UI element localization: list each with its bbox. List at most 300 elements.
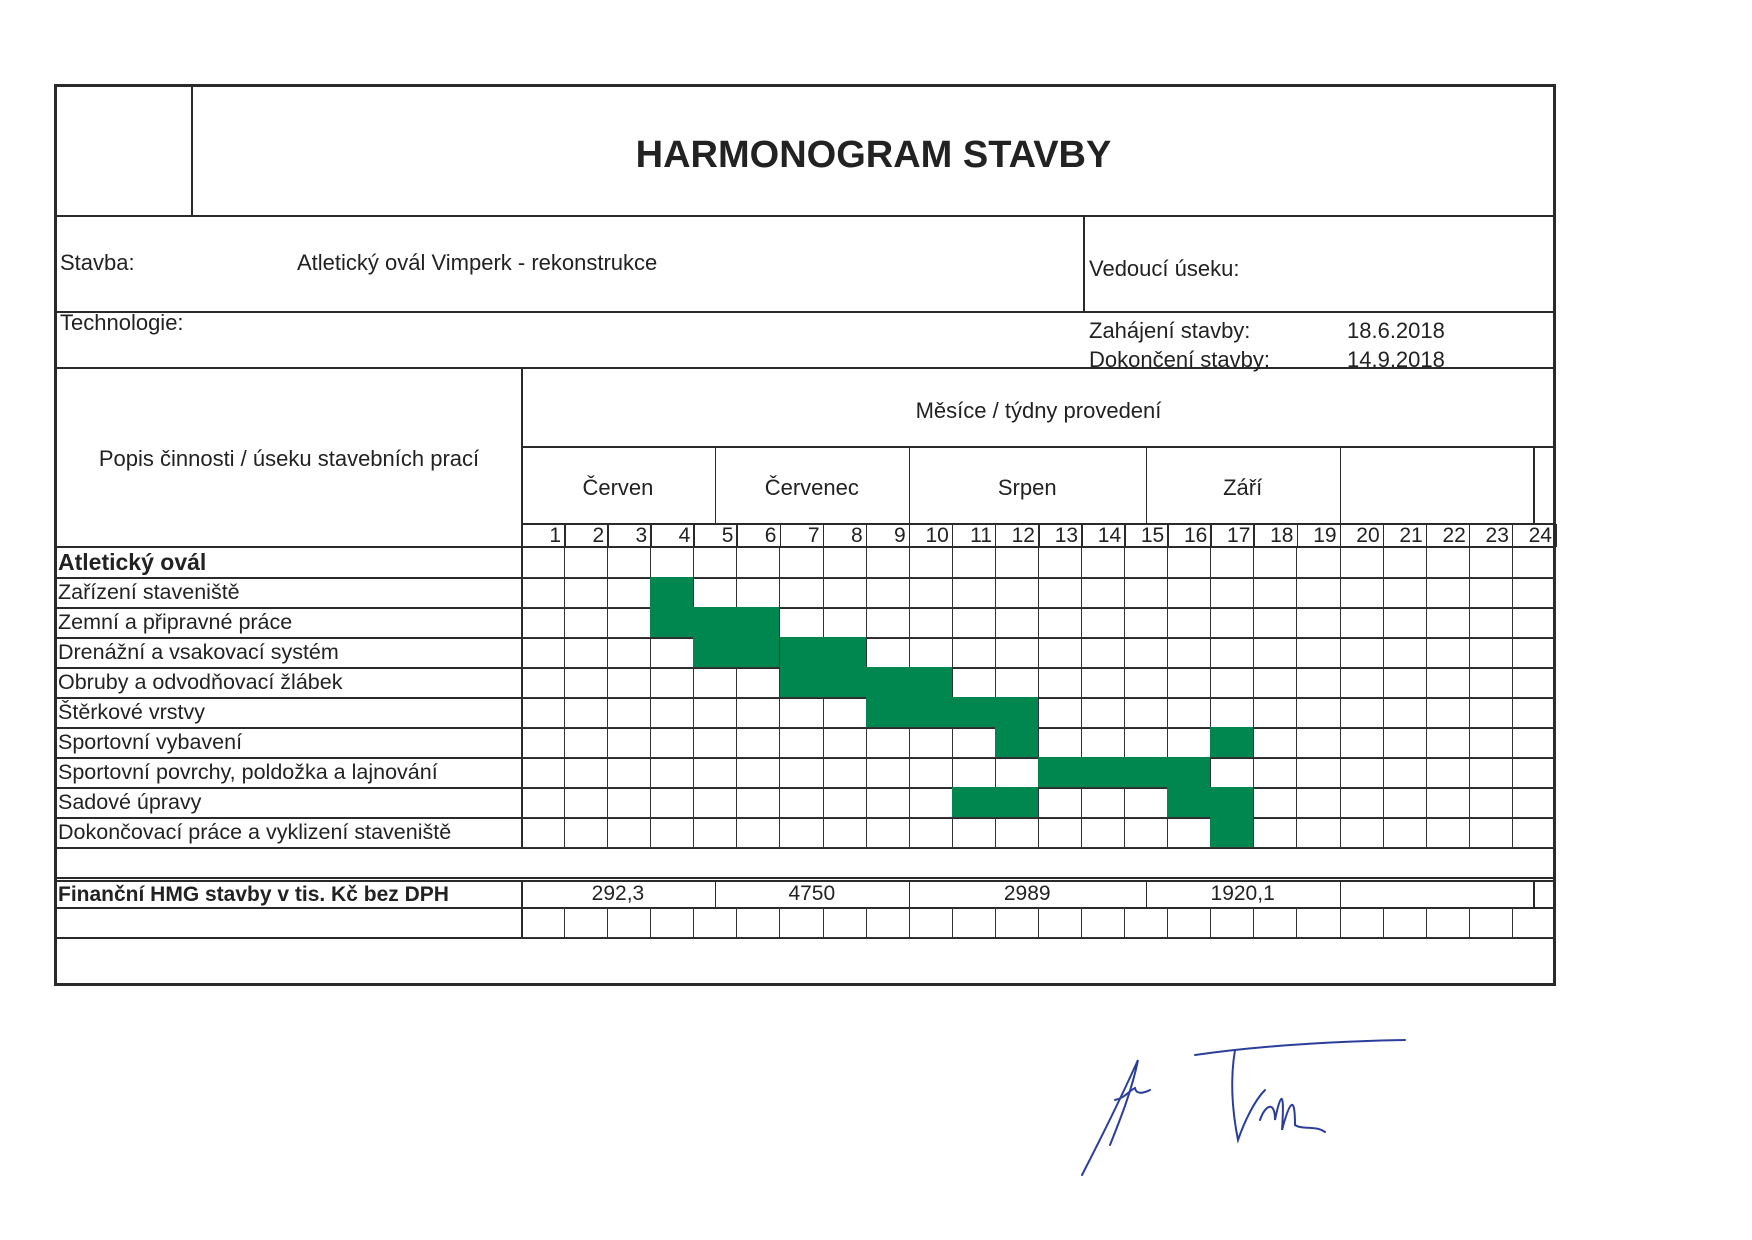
week-number: 3 (635, 524, 648, 547)
gantt-cell (607, 757, 651, 788)
gantt-cell (1038, 727, 1082, 758)
table-rule (54, 215, 1556, 217)
period-header: Měsíce / týdny provedení (915, 398, 1162, 423)
gantt-cell (1210, 547, 1254, 578)
week-number: 8 (850, 524, 863, 547)
gantt-bar-cell (1124, 757, 1168, 788)
finance-grid-cell (909, 907, 953, 938)
gantt-bar-cell (995, 697, 1039, 728)
month-label: Červen (582, 475, 654, 500)
gantt-cell (1167, 727, 1211, 758)
gantt-cell (1253, 637, 1297, 668)
gantt-cell (521, 607, 565, 638)
gantt-cell (952, 817, 996, 848)
gantt-cell (909, 757, 953, 788)
gantt-cell (1512, 757, 1556, 788)
gantt-cell (521, 817, 565, 848)
gantt-bar-cell (909, 697, 953, 728)
gantt-cell (1253, 787, 1297, 818)
gantt-cell (780, 757, 824, 788)
gantt-cell (1340, 817, 1384, 848)
gantt-cell (1383, 667, 1427, 698)
gantt-cell (736, 697, 780, 728)
gantt-cell (1512, 607, 1556, 638)
gantt-bar-cell (693, 607, 737, 638)
gantt-cell (1124, 577, 1168, 608)
gantt-cell (909, 727, 953, 758)
gantt-cell (564, 787, 608, 818)
finance-divider (1340, 880, 1342, 908)
gantt-cell (1253, 727, 1297, 758)
gantt-cell (1297, 637, 1341, 668)
gantt-cell (1038, 547, 1082, 578)
gantt-cell (1081, 607, 1125, 638)
gantt-cell (736, 547, 780, 578)
gantt-cell (693, 697, 737, 728)
finance-label: Finanční HMG stavby v tis. Kč bez DPH (58, 883, 449, 906)
gantt-cell (1512, 547, 1556, 578)
finance-value: 292,3 (591, 882, 645, 905)
gantt-cell (995, 757, 1039, 788)
gantt-cell (823, 697, 867, 728)
activity-label: Zařízení staveniště (58, 580, 240, 604)
finance-grid-cell (1340, 907, 1384, 938)
gantt-cell (564, 757, 608, 788)
gantt-cell (607, 547, 651, 578)
gantt-cell (1469, 637, 1513, 668)
gantt-cell (1081, 637, 1125, 668)
finance-grid-cell (866, 907, 910, 938)
gantt-bar-cell (952, 697, 996, 728)
gantt-bar-cell (866, 697, 910, 728)
gantt-cell (866, 637, 910, 668)
gantt-cell (1167, 667, 1211, 698)
gantt-cell (521, 697, 565, 728)
dokonceni-label: Dokončení stavby: (1089, 347, 1270, 372)
gantt-cell (521, 637, 565, 668)
gantt-cell (1512, 577, 1556, 608)
document-title: HARMONOGRAM STAVBY (635, 134, 1112, 176)
week-number: 4 (678, 524, 691, 547)
gantt-cell (995, 577, 1039, 608)
gantt-cell (693, 817, 737, 848)
gantt-cell (1469, 787, 1513, 818)
gantt-cell (952, 667, 996, 698)
gantt-cell (823, 817, 867, 848)
gantt-cell (1297, 547, 1341, 578)
gantt-cell (952, 757, 996, 788)
gantt-cell (823, 727, 867, 758)
gantt-cell (1426, 577, 1470, 608)
gantt-cell (693, 727, 737, 758)
gantt-cell (1081, 577, 1125, 608)
table-rule (54, 983, 1556, 986)
gantt-cell (564, 667, 608, 698)
gantt-cell (909, 577, 953, 608)
gantt-cell (564, 577, 608, 608)
week-number: 2 (592, 524, 605, 547)
zahajeni-label: Zahájení stavby: (1089, 318, 1251, 343)
gantt-cell (521, 547, 565, 578)
gantt-cell (1340, 637, 1384, 668)
week-number: 17 (1227, 524, 1251, 547)
gantt-cell (693, 667, 737, 698)
gantt-cell (1297, 787, 1341, 818)
gantt-cell (1297, 577, 1341, 608)
gantt-cell (1469, 577, 1513, 608)
finance-grid-cell (650, 907, 694, 938)
gantt-cell (1383, 787, 1427, 818)
gantt-cell (1340, 787, 1384, 818)
gantt-cell (1210, 667, 1254, 698)
gantt-cell (1383, 697, 1427, 728)
gantt-cell (1038, 607, 1082, 638)
section-label: Atletický ovál (58, 549, 207, 575)
gantt-bar-cell (995, 727, 1039, 758)
gantt-cell (952, 637, 996, 668)
week-number: 22 (1442, 524, 1466, 547)
finance-grid-cell (736, 907, 780, 938)
finance-grid-cell (607, 907, 651, 938)
gantt-cell (1383, 607, 1427, 638)
gantt-cell (952, 547, 996, 578)
gantt-cell (650, 547, 694, 578)
gantt-cell (564, 697, 608, 728)
gantt-cell (1210, 757, 1254, 788)
gantt-cell (650, 697, 694, 728)
gantt-cell (607, 817, 651, 848)
gantt-cell (693, 757, 737, 788)
table-rule (54, 84, 57, 986)
gantt-cell (1081, 817, 1125, 848)
week-number: 20 (1356, 524, 1380, 547)
week-number: 23 (1485, 524, 1509, 547)
gantt-cell (1297, 607, 1341, 638)
gantt-cell (1297, 757, 1341, 788)
finance-grid-cell (1426, 907, 1470, 938)
gantt-cell (909, 607, 953, 638)
gantt-cell (866, 817, 910, 848)
gantt-cell (995, 817, 1039, 848)
gantt-cell (823, 757, 867, 788)
finance-grid-cell (1469, 907, 1513, 938)
zahajeni-value: 18.6.2018 (1347, 318, 1445, 343)
gantt-cell (650, 817, 694, 848)
gantt-cell (1469, 817, 1513, 848)
gantt-cell (1469, 667, 1513, 698)
gantt-cell (564, 727, 608, 758)
gantt-bar-cell (780, 667, 824, 698)
gantt-cell (650, 667, 694, 698)
gantt-cell (1124, 787, 1168, 818)
activity-label: Obruby a odvodňovací žlábek (58, 670, 343, 694)
technologie-label: Technologie: (60, 310, 184, 335)
finance-grid-cell (564, 907, 608, 938)
gantt-cell (1167, 547, 1211, 578)
gantt-cell (1210, 607, 1254, 638)
gantt-cell (1081, 727, 1125, 758)
gantt-cell (607, 637, 651, 668)
gantt-cell (1340, 727, 1384, 758)
activity-label: Dokončovací práce a vyklizení staveniště (58, 820, 452, 844)
gantt-cell (952, 607, 996, 638)
gantt-cell (650, 787, 694, 818)
gantt-cell (1124, 547, 1168, 578)
gantt-cell (1340, 607, 1384, 638)
gantt-cell (650, 727, 694, 758)
gantt-cell (1469, 727, 1513, 758)
finance-grid-cell (1512, 907, 1556, 938)
week-number: 12 (1011, 524, 1035, 547)
gantt-cell (780, 607, 824, 638)
dokonceni-value: 14.9.2018 (1347, 347, 1445, 372)
gantt-cell (1426, 757, 1470, 788)
gantt-cell (780, 787, 824, 818)
table-rule (1083, 216, 1085, 312)
gantt-cell (650, 757, 694, 788)
finance-divider (1533, 880, 1535, 908)
gantt-cell (736, 727, 780, 758)
week-number: 1 (549, 524, 562, 547)
gantt-cell (780, 817, 824, 848)
gantt-cell (736, 787, 780, 818)
gantt-cell (1038, 577, 1082, 608)
gantt-cell (693, 787, 737, 818)
gantt-cell (1253, 607, 1297, 638)
gantt-cell (1512, 637, 1556, 668)
gantt-bar-cell (909, 667, 953, 698)
finance-grid-cell (823, 907, 867, 938)
gantt-cell (1253, 817, 1297, 848)
finance-grid-cell (521, 907, 565, 938)
gantt-cell (1512, 697, 1556, 728)
gantt-cell (1253, 577, 1297, 608)
vedouci-label: Vedoucí úseku: (1089, 256, 1240, 281)
gantt-cell (995, 637, 1039, 668)
table-rule (54, 877, 1556, 879)
gantt-cell (995, 667, 1039, 698)
gantt-bar-cell (650, 577, 694, 608)
gantt-cell (1297, 697, 1341, 728)
gantt-cell (1383, 757, 1427, 788)
gantt-cell (1426, 667, 1470, 698)
gantt-cell (1038, 667, 1082, 698)
gantt-cell (1469, 757, 1513, 788)
gantt-cell (1297, 817, 1341, 848)
gantt-cell (823, 787, 867, 818)
gantt-cell (1426, 547, 1470, 578)
gantt-cell (736, 667, 780, 698)
gantt-cell (1081, 697, 1125, 728)
week-number: 9 (894, 524, 906, 547)
gantt-cell (1512, 787, 1556, 818)
week-number: 21 (1399, 524, 1423, 547)
gantt-bar-cell (1210, 817, 1254, 848)
gantt-cell (564, 607, 608, 638)
gantt-cell (1340, 577, 1384, 608)
activity-label: Štěrkové vrstvy (58, 700, 205, 724)
gantt-cell (1253, 547, 1297, 578)
gantt-cell (1124, 667, 1168, 698)
gantt-cell (1210, 577, 1254, 608)
gantt-cell (1383, 727, 1427, 758)
gantt-cell (1340, 547, 1384, 578)
gantt-cell (1253, 667, 1297, 698)
gantt-cell (995, 607, 1039, 638)
gantt-cell (1383, 547, 1427, 578)
gantt-cell (521, 787, 565, 818)
finance-value: 1920,1 (1210, 882, 1275, 905)
gantt-bar-cell (866, 667, 910, 698)
gantt-cell (780, 697, 824, 728)
gantt-cell (909, 637, 953, 668)
gantt-cell (1038, 787, 1082, 818)
gantt-bar-cell (1038, 757, 1082, 788)
gantt-cell (693, 577, 737, 608)
gantt-cell (607, 727, 651, 758)
gantt-cell (952, 577, 996, 608)
gantt-cell (823, 577, 867, 608)
gantt-cell (1038, 817, 1082, 848)
week-number: 24 (1528, 524, 1552, 547)
gantt-cell (1038, 697, 1082, 728)
finance-grid-cell (1253, 907, 1297, 938)
week-divider (1555, 524, 1557, 547)
gantt-cell (909, 817, 953, 848)
gantt-cell (564, 547, 608, 578)
gantt-cell (1124, 637, 1168, 668)
gantt-cell (1469, 697, 1513, 728)
month-divider (1340, 447, 1342, 524)
gantt-cell (1297, 727, 1341, 758)
gantt-bar-cell (1167, 787, 1211, 818)
week-number: 18 (1270, 524, 1294, 547)
gantt-cell (1340, 667, 1384, 698)
finance-grid-cell (1124, 907, 1168, 938)
gantt-cell (866, 787, 910, 818)
gantt-cell (823, 607, 867, 638)
week-number: 5 (721, 524, 734, 547)
stavba-value: Atletický ovál Vimperk - rekonstrukce (297, 250, 658, 275)
gantt-cell (1167, 817, 1211, 848)
week-number: 13 (1054, 524, 1079, 547)
gantt-cell (1081, 667, 1125, 698)
table-rule (54, 367, 1556, 369)
gantt-bar-cell (952, 787, 996, 818)
gantt-cell (866, 757, 910, 788)
gantt-cell (1124, 817, 1168, 848)
gantt-bar-cell (995, 787, 1039, 818)
week-number: 14 (1097, 524, 1122, 547)
gantt-cell (607, 787, 651, 818)
finance-grid-cell (780, 907, 824, 938)
gantt-cell (866, 727, 910, 758)
gantt-cell (1512, 667, 1556, 698)
week-number: 7 (807, 524, 820, 547)
gantt-cell (736, 817, 780, 848)
gantt-cell (780, 727, 824, 758)
finance-grid-cell (1297, 907, 1341, 938)
gantt-bar-cell (1210, 727, 1254, 758)
gantt-cell (823, 547, 867, 578)
gantt-cell (995, 547, 1039, 578)
gantt-cell (1167, 607, 1211, 638)
gantt-cell (693, 547, 737, 578)
gantt-bar-cell (1210, 787, 1254, 818)
month-label: Červenec (764, 475, 859, 500)
table-rule (54, 311, 1556, 313)
gantt-bar-cell (693, 637, 737, 668)
finance-value: 4750 (788, 882, 836, 905)
gantt-cell (780, 547, 824, 578)
gantt-cell (736, 577, 780, 608)
signature (1070, 1020, 1410, 1180)
gantt-cell (1426, 697, 1470, 728)
gantt-cell (909, 787, 953, 818)
gantt-cell (521, 667, 565, 698)
finance-grid-cell (1383, 907, 1427, 938)
stavba-label: Stavba: (60, 250, 135, 275)
gantt-cell (1469, 607, 1513, 638)
gantt-cell (1167, 697, 1211, 728)
finance-grid-cell (1038, 907, 1082, 938)
gantt-bar-cell (1167, 757, 1211, 788)
table-rule (521, 446, 1556, 448)
activity-label: Zemní a připravné práce (58, 610, 293, 634)
activity-label: Sadové úpravy (58, 790, 202, 814)
table-rule (54, 84, 1556, 87)
finance-grid-cell (693, 907, 737, 938)
gantt-cell (1253, 697, 1297, 728)
week-number: 11 (970, 524, 992, 547)
gantt-cell (1124, 727, 1168, 758)
gantt-bar-cell (736, 607, 780, 638)
week-number: 16 (1183, 524, 1208, 547)
gantt-cell (607, 577, 651, 608)
gantt-cell (1167, 577, 1211, 608)
gantt-cell (1426, 817, 1470, 848)
gantt-cell (521, 757, 565, 788)
activity-label: Sportovní povrchy, poldožka a lajnování (58, 760, 438, 784)
week-number: 6 (764, 524, 777, 547)
gantt-cell (1210, 697, 1254, 728)
gantt-cell (1426, 787, 1470, 818)
gantt-cell (1210, 637, 1254, 668)
gantt-cell (1340, 757, 1384, 788)
gantt-cell (564, 637, 608, 668)
week-number: 15 (1140, 524, 1165, 547)
gantt-cell (521, 727, 565, 758)
gantt-cell (1426, 607, 1470, 638)
gantt-cell (607, 667, 651, 698)
gantt-cell (866, 607, 910, 638)
gantt-bar-cell (823, 667, 867, 698)
gantt-cell (1383, 577, 1427, 608)
gantt-bar-cell (823, 637, 867, 668)
gantt-cell (564, 817, 608, 848)
gantt-cell (1081, 547, 1125, 578)
gantt-cell (780, 577, 824, 608)
gantt-bar-cell (1081, 757, 1125, 788)
finance-grid-cell (952, 907, 996, 938)
activity-header: Popis činnosti / úseku stavebních prací (98, 446, 480, 471)
week-number: 10 (925, 524, 949, 547)
gantt-cell (1512, 817, 1556, 848)
gantt-cell (1512, 727, 1556, 758)
finance-grid-cell (1210, 907, 1254, 938)
gantt-cell (909, 547, 953, 578)
gantt-cell (1426, 727, 1470, 758)
